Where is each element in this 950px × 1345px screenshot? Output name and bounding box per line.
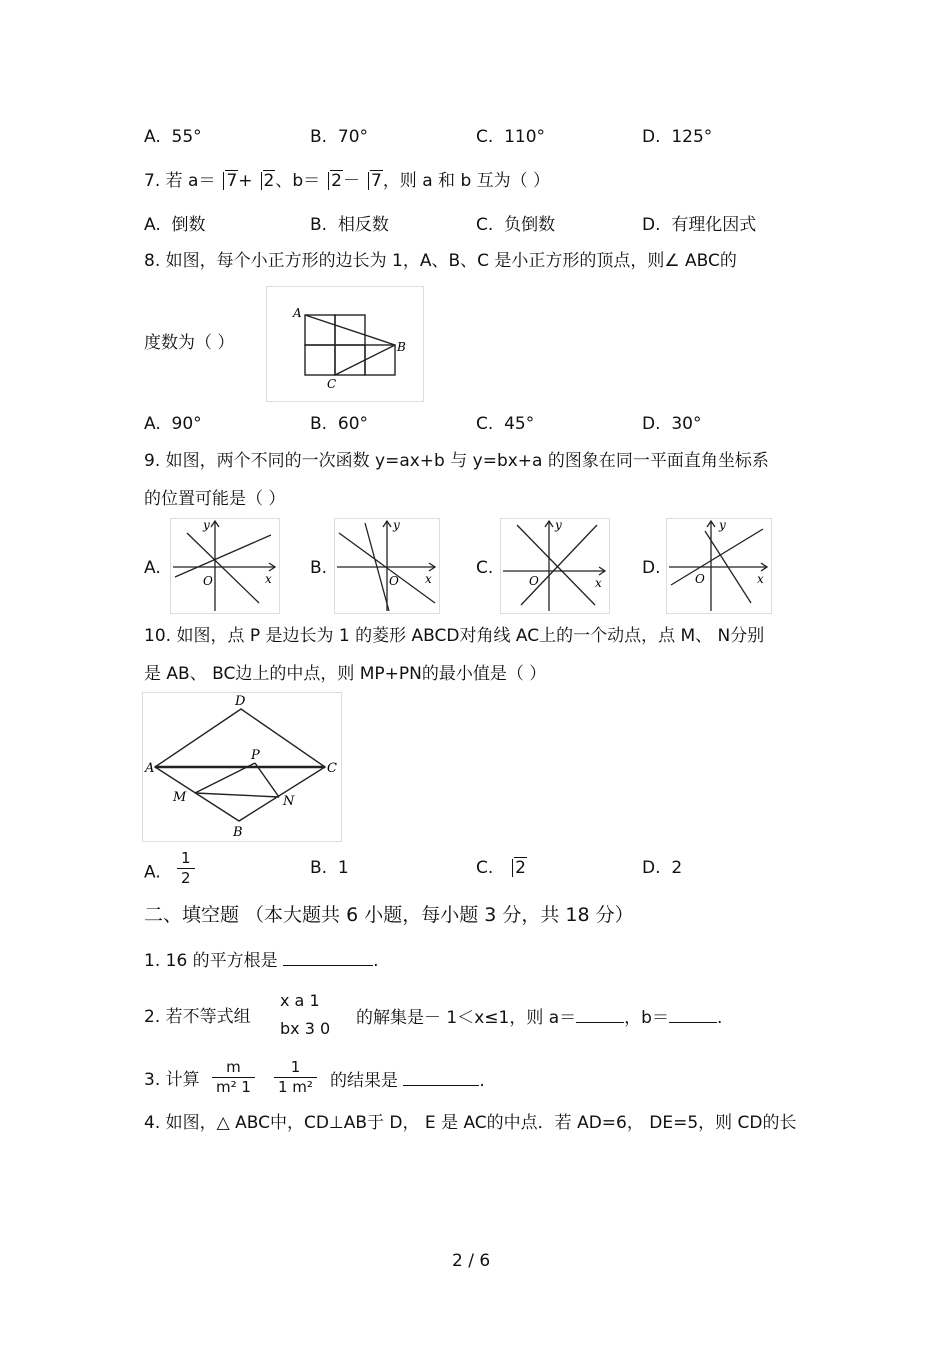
q9-option-c-label: C. (476, 558, 494, 578)
q8-label-b: B (397, 340, 406, 354)
q9-line2: 的位置可能是（ ） (144, 489, 286, 509)
q10-label-a: A (145, 761, 155, 776)
q9-option-b-label: B. (310, 558, 328, 578)
fraction-2: $\frac{1}{\text{1 m²}}$ (274, 1058, 317, 1097)
origin-label: O (389, 574, 399, 588)
q10-label-m: M (173, 790, 187, 805)
fill-q3-prefix: 3. 计算 (144, 1070, 200, 1090)
q8-figure (266, 286, 424, 402)
fraction-1: $\frac{m}{\text{m² 1}}$ (212, 1058, 255, 1097)
origin-label: O (203, 574, 213, 588)
x-axis-label: x (425, 572, 432, 586)
q10-line1: 10. 如图，点 P 是边长为 1 的菱形 ABCD对角线 AC上的一个动点，点 M、 N分别 (144, 626, 765, 646)
q6-option-d: D. 125° (642, 127, 713, 147)
fill-q1: 1. 16 的平方根是 . (144, 951, 379, 971)
q7-option-c: C. 负倒数 (476, 215, 556, 235)
q6-option-c: C. 110° (476, 127, 546, 147)
q8-option-c: C. 45° (476, 414, 535, 434)
q10-option-b: B. 1 (310, 858, 349, 878)
q9-option-a-label: A. (144, 558, 161, 578)
answer-blank[interactable] (403, 1069, 479, 1086)
q10-label-n: N (283, 794, 295, 809)
q9-option-d-label: D. (642, 558, 661, 578)
q10-line2: 是 AB、 BC边上的中点，则 MP+PN的最小值是（ ） (144, 664, 547, 684)
fill-q4: 4. 如图，△ ABC中，CD⊥AB于 D， E 是 AC的中点．若 AD=6， DE=5，则 CD的长 (144, 1113, 797, 1133)
answer-blank-b[interactable] (669, 1006, 717, 1023)
q10-label-d: D (235, 694, 246, 709)
sqrt-symbol: 2 (504, 857, 527, 879)
inequality-row-2: bx 3 0 (280, 1019, 331, 1038)
q10-option-a: A. $\frac{1}{2}$ (144, 857, 195, 888)
q8-label-c: C (327, 377, 337, 391)
q7-option-b: B. 相反数 (310, 215, 389, 235)
section-title: 二、填空题 （本大题共 6 小题，每小题 3 分，共 18 分） (144, 904, 634, 926)
x-axis-label: x (757, 572, 764, 586)
q7-option-d: D. 有理化因式 (642, 215, 757, 235)
sqrt-symbol: 7 (215, 170, 238, 192)
q9-graph-d (666, 518, 772, 614)
page-number: 2 / 6 (452, 1251, 491, 1271)
y-axis-label: y (393, 519, 400, 532)
fill-q2-prefix: 2. 若不等式组 (144, 1007, 251, 1027)
q8-line1: 8. 如图，每个小正方形的边长为 1，A、B、C 是小正方形的顶点，则∠ ABC的 (144, 251, 737, 271)
answer-blank-a[interactable] (576, 1006, 624, 1023)
origin-label: O (695, 572, 705, 586)
q10-label-c: C (327, 761, 337, 776)
sqrt-symbol: 2 (320, 170, 343, 192)
q9-graph-b (334, 518, 440, 614)
q10-label-b: B (233, 825, 243, 840)
q6-option-a: A. 55° (144, 127, 202, 147)
answer-blank[interactable] (283, 949, 373, 966)
fraction: $\frac{1}{2}$ (177, 849, 195, 888)
q8-line2: 度数为（ ） (144, 333, 235, 353)
q9-line1: 9. 如图，两个不同的一次函数 y=ax+b 与 y=bx+a 的图象在同一平面直角坐标系 (144, 451, 769, 471)
sqrt-symbol: 2 (253, 170, 276, 192)
q9-graph-c (500, 518, 610, 614)
q10-label-p: P (251, 748, 260, 763)
inequality-row-1: x a 1 (280, 991, 320, 1010)
q8-option-b: B. 60° (310, 414, 369, 434)
y-axis-label: y (719, 519, 726, 532)
sqrt-symbol: 7 (360, 170, 383, 192)
x-axis-label: x (265, 572, 272, 586)
q8-option-d: D. 30° (642, 414, 702, 434)
q10-figure (142, 692, 342, 842)
q10-option-c: C. 2 (476, 858, 526, 878)
q7-stem: 7. 若 a＝ 7+ 2、b＝ 2－ 7，则 a 和 b 互为（ ） (144, 171, 551, 191)
q8-label-a: A (293, 306, 302, 320)
origin-label: O (529, 574, 539, 588)
q6-option-b: B. 70° (310, 127, 369, 147)
y-axis-label: y (203, 519, 210, 532)
q7-option-a: A. 倒数 (144, 215, 206, 235)
fill-q3-rest: 的结果是 . (330, 1071, 485, 1091)
q8-option-a: A. 90° (144, 414, 202, 434)
y-axis-label: y (555, 519, 562, 532)
q9-graph-a (170, 518, 280, 614)
q10-option-d: D. 2 (642, 858, 683, 878)
fill-q2-rest: 的解集是－ 1＜x≤1，则 a＝ ，b＝ . (356, 1008, 723, 1028)
x-axis-label: x (595, 576, 602, 590)
